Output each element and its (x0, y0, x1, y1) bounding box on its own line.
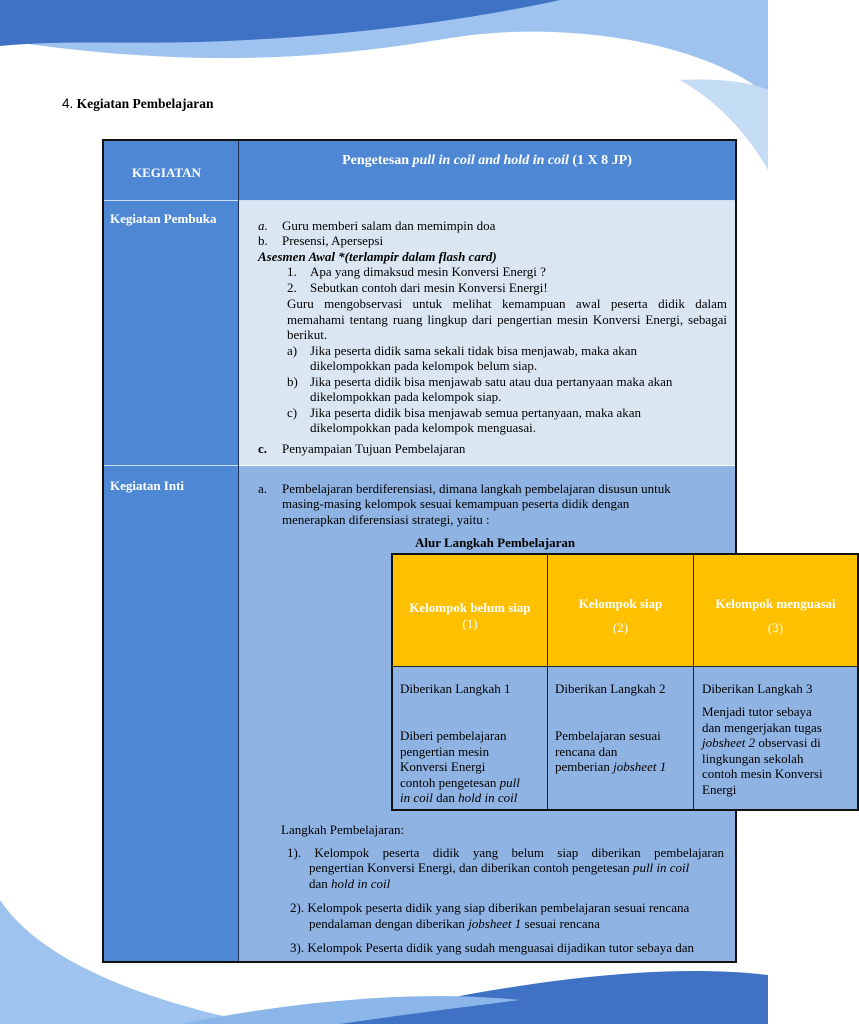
option-a-line1: Jika peserta didik sama sekali tidak bisa menjawab, maka akan (310, 343, 638, 358)
inti-a-line3: menerapkan diferensiasi strategi, yaitu : (282, 512, 490, 527)
list-marker: b) (287, 374, 298, 389)
group-number-1: (1) (462, 616, 478, 631)
group-header-1: Kelompok belum siap (409, 600, 531, 615)
group-number-3: (3) (767, 620, 784, 635)
section-number: 4. (62, 96, 74, 111)
alur-title: Alur Langkah Pembelajaran (415, 535, 576, 550)
group-header-2: Kelompok siap (578, 596, 663, 611)
pembuka-item-c: Penyampaian Tujuan Pembelajaran (282, 441, 466, 456)
activity-label-column (104, 141, 239, 961)
option-b-line2: dikelompokkan pada kelompok siap. (310, 389, 502, 404)
list-marker: 2. (287, 280, 297, 295)
section-title: Kegiatan Pembelajaran (76, 96, 214, 111)
list-marker: a) (287, 343, 298, 358)
list-marker: c) (287, 405, 298, 420)
pembuka-item-a: Guru memberi salam dan memimpin doa (282, 218, 496, 233)
group-number-2: (2) (612, 620, 629, 635)
label-kegiatan-pembuka: Kegiatan Pembuka (110, 211, 217, 226)
list-marker: c. (258, 441, 268, 456)
observation-paragraph: Guru mengobservasi untuk melihat kemampuan awal peserta didik dalam memahami tentang ruang lingkup dari pengertian mesin Konversi Energi, sebagai berikut. (287, 296, 727, 342)
pembuka-item-b: Presensi, Apersepsi (282, 233, 384, 248)
list-marker: 1. (287, 264, 297, 279)
header-kegiatan: KEGIATAN (132, 165, 201, 180)
group-1-langkah: Diberikan Langkah 1 (400, 681, 511, 696)
list-marker: a. (258, 218, 268, 233)
asesmen-title: Asesmen Awal *(terlampir dalam flash card) (258, 249, 497, 264)
inti-a-line2: masing-masing kelompok sesuai kemampuan peserta didik dengan (282, 496, 630, 511)
inti-content: a. Pembelajaran berdiferensiasi, dimana langkah pembelajaran disusun untuk masing-masing kelompok sesuai kemampuan peserta didik dengan menerapkan diferensiasi strategi, yaitu : Alur Langkah Pembelajaran Kelompok belum siap (1) Kelompok siap (2) Kelompok menguasai (3) Diberikan Langkah 1 Diberikan Langkah 2 Diberikan Langkah 3 Diberi pembelajaran pengertian mesin Konversi Energi contoh pengetesan pull in coil dan hold in coil Pembelajaran sesuai rencana dan pemberian jobsheet 1 Menjadi tutor sebaya dan mengerjakan tugas jobsheet 2 observasi di lingkungan sekolah contoh mesin Konversi Energi Langkah Pembelajaran: 1). Kelompok peserta didik yang belum siap diberikan pembelajaran pengertian Konversi Energi, dan diberikan contoh pengetesan pull in coil dan hold in coil 2). Kelompok peserta didik yang siap diberikan pembelajaran sesuai rencana pendalaman dengan diberikan jobsheet 1 sesuai rencana 3). Kelompok Peserta didik yang sudah menguasai dijadikan tutor sebaya dan (239, 466, 735, 961)
group-steps-table: Kelompok belum siap (1) Kelompok siap (2) Kelompok menguasai (3) Diberikan Langkah 1 Diberikan Langkah 2 Diberikan Langkah 3 Diberi pembelajaran pengertian mesin Konversi Energi contoh pengetesan pull in coil dan hold in coil Pembelajaran sesuai rencana dan pemberian jobsheet 1 Menjadi tutor sebaya dan mengerjakan tugas jobsheet 2 observasi di lingkungan sekolah contoh mesin Konversi Energi (391, 553, 859, 811)
header-right-cell (239, 141, 735, 201)
list-marker: b. (258, 233, 268, 248)
asesmen-question-2: Sebutkan contoh dari mesin Konversi Energi! (310, 280, 548, 295)
learning-activity-table (102, 139, 836, 963)
label-kegiatan-inti: Kegiatan Inti (110, 478, 185, 493)
activity-title: Pengetesan pull in coil and hold in coil (1 X 8 JP) (342, 153, 632, 168)
group-header-3: Kelompok menguasai (715, 596, 836, 611)
langkah-title: Langkah Pembelajaran: (281, 822, 405, 837)
section-heading (62, 96, 214, 112)
option-c-line1: Jika peserta didik bisa menjawab semua pertanyaan, maka akan (310, 405, 642, 420)
pembuka-content (239, 201, 735, 465)
group-2-langkah: Diberikan Langkah 2 (555, 681, 666, 696)
option-b-line1: Jika peserta didik bisa menjawab satu atau dua pertanyaan maka akan (310, 374, 673, 389)
list-marker: a. (258, 481, 268, 496)
option-c-line2: dikelompokkan pada kelompok menguasai. (310, 420, 537, 435)
group-3-langkah: Diberikan Langkah 3 (702, 681, 813, 696)
asesmen-question-1: Apa yang dimaksud mesin Konversi Energi ? (310, 264, 546, 279)
inti-a-line1: Pembelajaran berdiferensiasi, dimana langkah pembelajaran disusun untuk (282, 481, 671, 496)
option-a-line2: dikelompokkan pada kelompok belum siap. (310, 358, 538, 373)
